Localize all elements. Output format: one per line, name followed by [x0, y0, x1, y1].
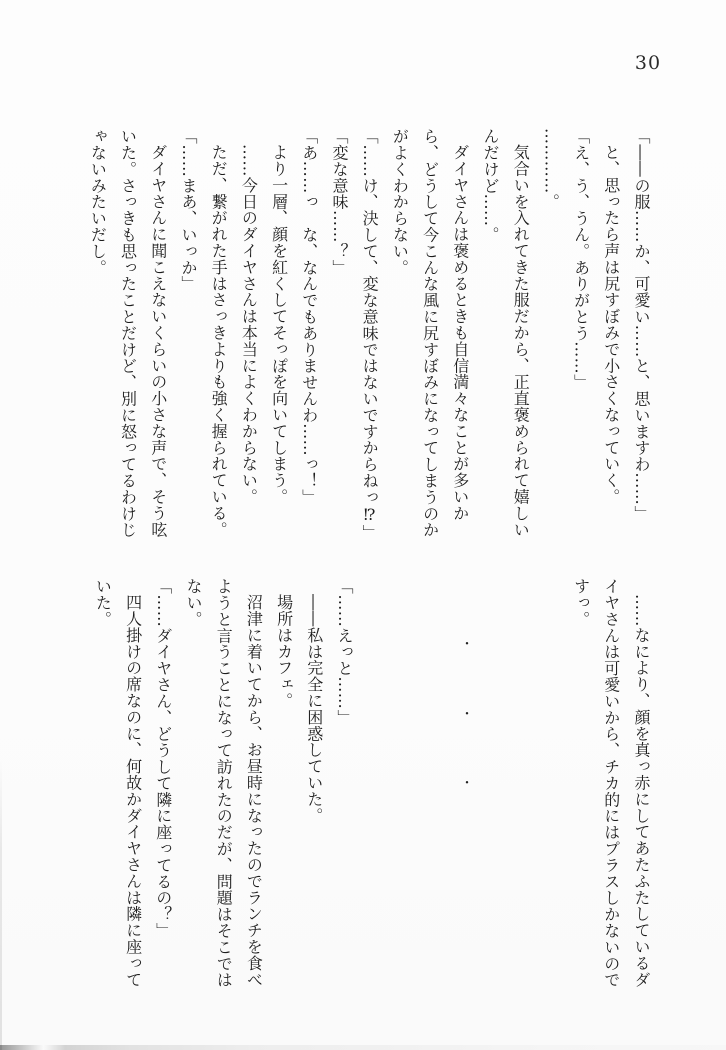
text-line: 気合いを入れてきた服だから、正直褒められて嬉しい: [511, 144, 531, 538]
text-line: 「……えっと……」: [335, 578, 354, 726]
text-line: ゃないみたいだし。: [88, 128, 108, 276]
scan-edge-bottom: [0, 1045, 726, 1050]
text-line: ら、どうして今こんな風に尻すぼみになってしまうのか: [420, 128, 440, 538]
text-line: 「……まあ、いっか」: [178, 128, 198, 292]
text-line: 場所はカフェ。: [274, 594, 294, 709]
text-line: 「あ……っ な、なんでもありませんわ……っ！」: [299, 128, 319, 506]
text-line: 「……け、決して、変な意味ではないですからねっ⁉」: [360, 128, 380, 541]
text-line: イヤさんは可愛いから、チカ的にはプラスしかないので: [601, 578, 621, 988]
section-divider: [459, 638, 475, 790]
text-line: ダイヤさんに聞こえないくらいの小さな声で、そう呟: [148, 144, 168, 538]
text-line: ……今日のダイヤさんは本当によくわからない。: [239, 144, 259, 505]
scan-edge-left: [0, 760, 2, 1050]
text-line: ようと言うことになって訪れたのだが、問題はそこでは: [214, 578, 234, 988]
text-line: すっ。: [571, 578, 591, 628]
divider-dot: ・: [460, 776, 474, 791]
text-line: いた。: [93, 578, 113, 628]
divider-dot: ・: [460, 637, 474, 652]
text-line: いた。さっきも思ったことだけど、別に怒ってるわけじ: [118, 128, 138, 538]
text-line: と、思ったら声は尻すぼみで小さくなっていく。: [601, 144, 621, 505]
text-line: 「変な意味……？」: [329, 128, 349, 276]
text-line: 四人掛けの席なのに、何故かダイヤさんは隣に座って: [123, 594, 143, 988]
upper-text-block: [82, 128, 656, 552]
text-line: ――私は完全に困惑していた。: [304, 594, 324, 824]
text-line: んだけど……。: [480, 128, 500, 243]
text-line: ない。: [183, 578, 203, 628]
text-line: 沼津に着いてから、お昼時になったのでランチを食べ: [244, 594, 264, 988]
text-line: 「え、う、うん。ありがとう……」: [571, 128, 591, 391]
page-number: 30: [634, 52, 662, 74]
text-line: がよくわからない。: [390, 128, 410, 276]
text-line: ダイヤさんは褒めるときも自信満々なことが多いか: [450, 144, 470, 522]
lower-text-block-left: [87, 578, 359, 1002]
text-line: より一層、顔を紅くしてそっぽを向いてしまう。: [269, 144, 289, 505]
lower-text-block-right: [565, 578, 656, 1002]
text-line: …………。: [541, 128, 561, 210]
text-line: 「……ダイヤさん、どうして隣に座ってるの？」: [153, 578, 173, 939]
text-line: ……なにより、顔を真っ赤にしてあたふたしているダ: [632, 594, 651, 988]
text-line: 「――の服……か、可愛い……と、思いますわ……」: [632, 128, 651, 522]
divider-dot: ・: [460, 706, 474, 722]
text-line: ただ、繋がれた手はさっきよりも強く握られている。: [209, 144, 229, 538]
